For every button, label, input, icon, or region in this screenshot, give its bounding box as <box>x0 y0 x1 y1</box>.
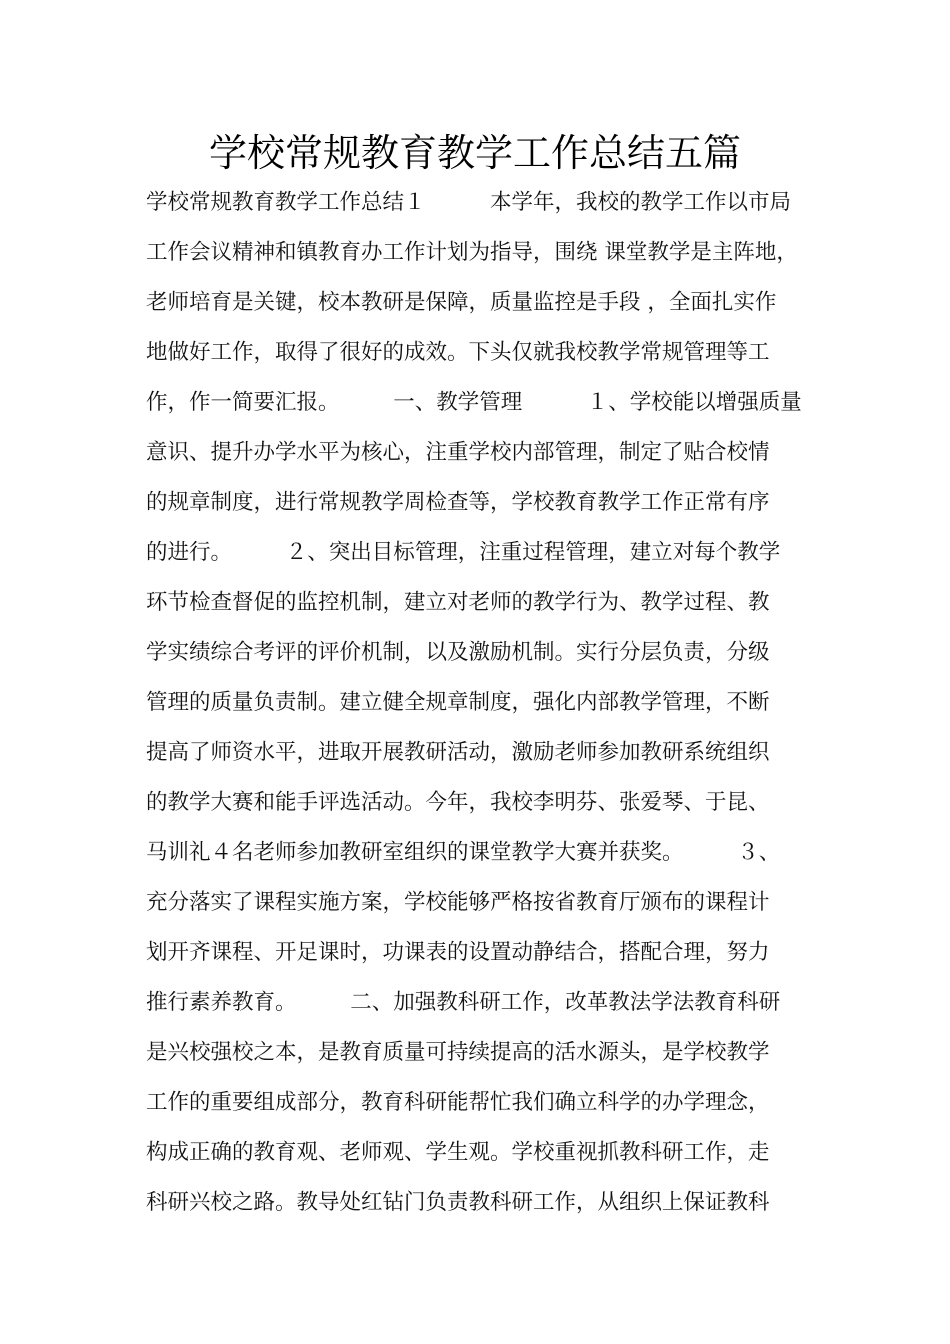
body-line: 作，作一简要汇报。 一、教学管理 １、学校能以增强质量 <box>146 390 802 415</box>
body-line: 充分落实了课程实施方案，学校能够严格按省教育厅颁布的课程计 <box>146 890 770 915</box>
body-line: 老师培育是关键，校本教研是保障，质量监控是手段 ，全面扎实作 <box>146 290 777 315</box>
body-line: 工作的重要组成部分，教育科研能帮忙我们确立科学的办学理念， <box>146 1090 770 1115</box>
body-line: 的教学大赛和能手评选活动。今年，我校李明芬、张爱琴、于昆、 <box>146 790 770 815</box>
body-line: 意识、提升办学水平为核心，注重学校内部管理，制定了贴合校情 <box>146 440 770 465</box>
body-line: 学实绩综合考评的评价机制，以及激励机制。实行分层负责，分级 <box>146 640 770 665</box>
body-line: 工作会议精神和镇教育办工作计划为指导，围绕 课堂教学是主阵地， <box>146 240 798 265</box>
body-line: 的规章制度，进行常规教学周检查等，学校教育教学工作正常有序 <box>146 490 770 515</box>
body-line: 科研兴校之路。教导处红钻门负责教科研工作，从组织上保证教科 <box>146 1190 770 1215</box>
body-line: 是兴校强校之本，是教育质量可持续提高的活水源头，是学校教学 <box>146 1040 770 1065</box>
body-line: 的进行。 ２、突出目标管理，注重过程管理，建立对每个教学 <box>146 540 781 565</box>
body-line: 地做好工作，取得了很好的成效。下头仅就我校教学常规管理等工 <box>146 340 770 365</box>
document-body <box>146 178 826 1228</box>
body-line: 提高了师资水平，进取开展教研活动，激励老师参加教研系统组织 <box>146 740 770 765</box>
body-line: 马训礼４名老师参加教研室组织的课堂教学大赛并获奖。 ３、 <box>146 840 781 865</box>
body-line: 环节检查督促的监控机制，建立对老师的教学行为、教学过程、教 <box>146 590 770 615</box>
body-line: 推行素养教育。 二、加强教科研工作，改革教法学法教育科研 <box>146 990 781 1015</box>
document-title: 学校常规教育教学工作总结五篇 <box>208 131 741 175</box>
body-line: 学校常规教育教学工作总结１ 本学年，我校的教学工作以市局 <box>146 190 792 215</box>
body-line: 管理的质量负责制。建立健全规章制度，强化内部教学管理，不断 <box>146 690 770 715</box>
body-line: 划开齐课程、开足课时，功课表的设置动静结合，搭配合理，努力 <box>146 940 770 965</box>
body-line: 构成正确的教育观、老师观、学生观。学校重视抓教科研工作，走 <box>146 1140 770 1165</box>
